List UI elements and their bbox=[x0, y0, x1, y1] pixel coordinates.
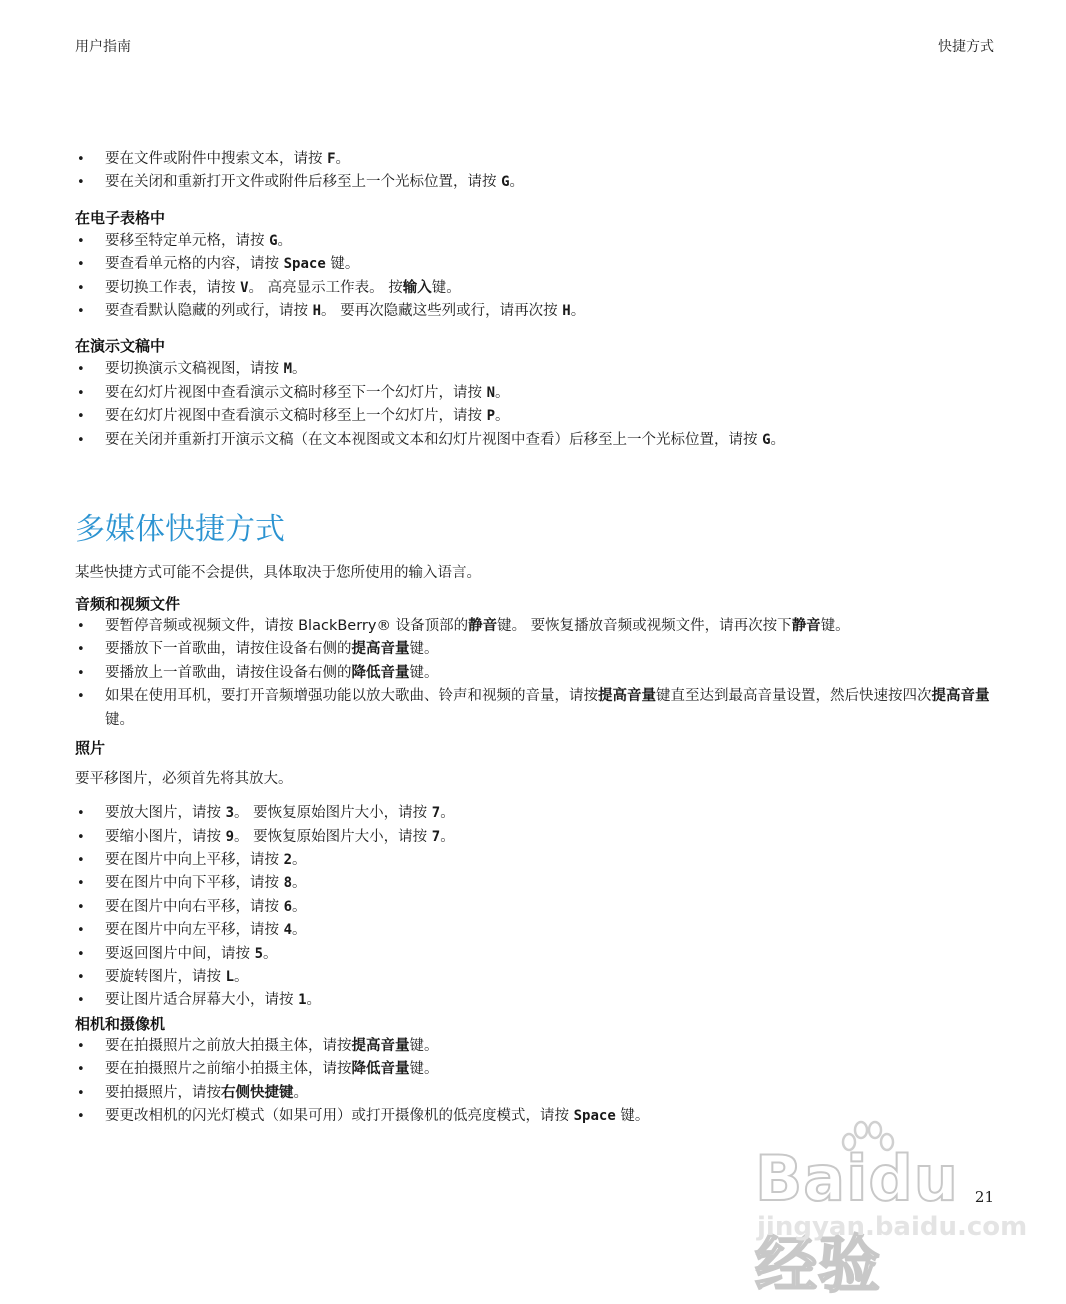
photos-intro: 要平移图片，必须首先将其放大。 bbox=[75, 771, 293, 788]
page-number: 21 bbox=[974, 1188, 994, 1206]
camera-list bbox=[75, 1035, 1015, 1129]
list-item: • 要在图片中向右平移，请按 6。 bbox=[75, 896, 1015, 919]
list-item: • 要在拍摄照片之前放大拍摄主体，请按提高音量键。 bbox=[75, 1035, 1015, 1058]
list-item: • 要在关闭和重新打开文件或附件后移至上一个光标位置，请按 G。 bbox=[75, 171, 1015, 194]
list-item: • 要查看默认隐藏的列或行，请按 H。 要再次隐藏这些列或行，请再次按 H。 bbox=[75, 300, 1015, 323]
list-item: • 要返回图片中间，请按 5。 bbox=[75, 943, 1015, 966]
list-item: • 要切换工作表，请按 V。 高亮显示工作表。 按输入键。 bbox=[75, 277, 1015, 300]
header-doc-title: 用户指南 bbox=[75, 39, 131, 55]
list-item: • 要更改相机的闪光灯模式（如果可用）或打开摄像机的低亮度模式，请按 Space 键。 bbox=[75, 1105, 1015, 1128]
multimedia-section-title: 多媒体快捷方式 bbox=[75, 512, 285, 548]
list-item: • 要缩小图片，请按 9。 要恢复原始图片大小，请按 7。 bbox=[75, 826, 1015, 849]
list-item: • 要播放上一首歌曲，请按住设备右侧的降低音量键。 bbox=[75, 662, 1015, 685]
presentation-heading: 在演示文稿中 bbox=[75, 337, 166, 356]
header-section-title: 快捷方式 bbox=[938, 39, 994, 55]
list-item: • 要在幻灯片视图中查看演示文稿时移至上一个幻灯片，请按 P。 bbox=[75, 405, 1015, 428]
list-item: • 要在图片中向下平移，请按 8。 bbox=[75, 872, 1015, 895]
list-item: • 要在图片中向左平移，请按 4。 bbox=[75, 919, 1015, 942]
list-item: • 要拍摄照片，请按右侧快捷键。 bbox=[75, 1082, 1015, 1105]
list-item: • 要让图片适合屏幕大小，请按 1。 bbox=[75, 989, 1015, 1012]
list-item: • 要在图片中向上平移，请按 2。 bbox=[75, 849, 1015, 872]
top-shortcut-list bbox=[75, 148, 1015, 195]
baidu-watermark bbox=[755, 1120, 1028, 1301]
list-item: • 要播放下一首歌曲，请按住设备右侧的提高音量键。 bbox=[75, 638, 1015, 661]
list-item: • 要移至特定单元格，请按 G。 bbox=[75, 230, 1015, 253]
list-item: • 要在幻灯片视图中查看演示文稿时移至下一个幻灯片，请按 N。 bbox=[75, 382, 1015, 405]
spreadsheet-list bbox=[75, 230, 1015, 324]
list-item: • 要旋转图片，请按 L。 bbox=[75, 966, 1015, 989]
list-item: • 要放大图片，请按 3。 要恢复原始图片大小，请按 7。 bbox=[75, 802, 1015, 825]
audio-video-heading: 音频和视频文件 bbox=[75, 595, 181, 614]
spreadsheet-heading: 在电子表格中 bbox=[75, 208, 166, 227]
page-content bbox=[75, 148, 1015, 1128]
list-item: • 要在文件或附件中搜索文本，请按 F。 bbox=[75, 148, 1015, 171]
watermark-logo-text: Baidu经验 bbox=[755, 1142, 959, 1301]
photos-list bbox=[75, 802, 1015, 1013]
list-item: • 要在关闭并重新打开演示文稿（在文本视图或文本和幻灯片视图中查看）后移至上一个光标位置，请按 G。 bbox=[75, 429, 1015, 452]
audio-video-list bbox=[75, 615, 1015, 732]
list-item: • 如果在使用耳机，要打开音频增强功能以放大歌曲、铃声和视频的音量，请按提高音量键直至达到最高音量设置，然后快速按四次提高音量键。 bbox=[75, 685, 1015, 732]
list-item: • 要查看单元格的内容，请按 Space 键。 bbox=[75, 253, 1015, 276]
list-item: • 要切换演示文稿视图，请按 M。 bbox=[75, 358, 1015, 381]
camera-heading: 相机和摄像机 bbox=[75, 1014, 166, 1033]
multimedia-intro: 某些快捷方式可能不会提供，具体取决于您所使用的输入语言。 bbox=[75, 565, 481, 582]
photos-heading: 照片 bbox=[75, 739, 106, 758]
presentation-list bbox=[75, 358, 1015, 452]
list-item: • 要在拍摄照片之前缩小拍摄主体，请按降低音量键。 bbox=[75, 1058, 1015, 1081]
watermark-url: jingyan.baidu.com bbox=[757, 1212, 1028, 1242]
list-item: • 要暂停音频或视频文件，请按 BlackBerry® 设备顶部的静音键。 要恢复播放音频或视频文件，请再次按下静音键。 bbox=[75, 615, 1015, 638]
